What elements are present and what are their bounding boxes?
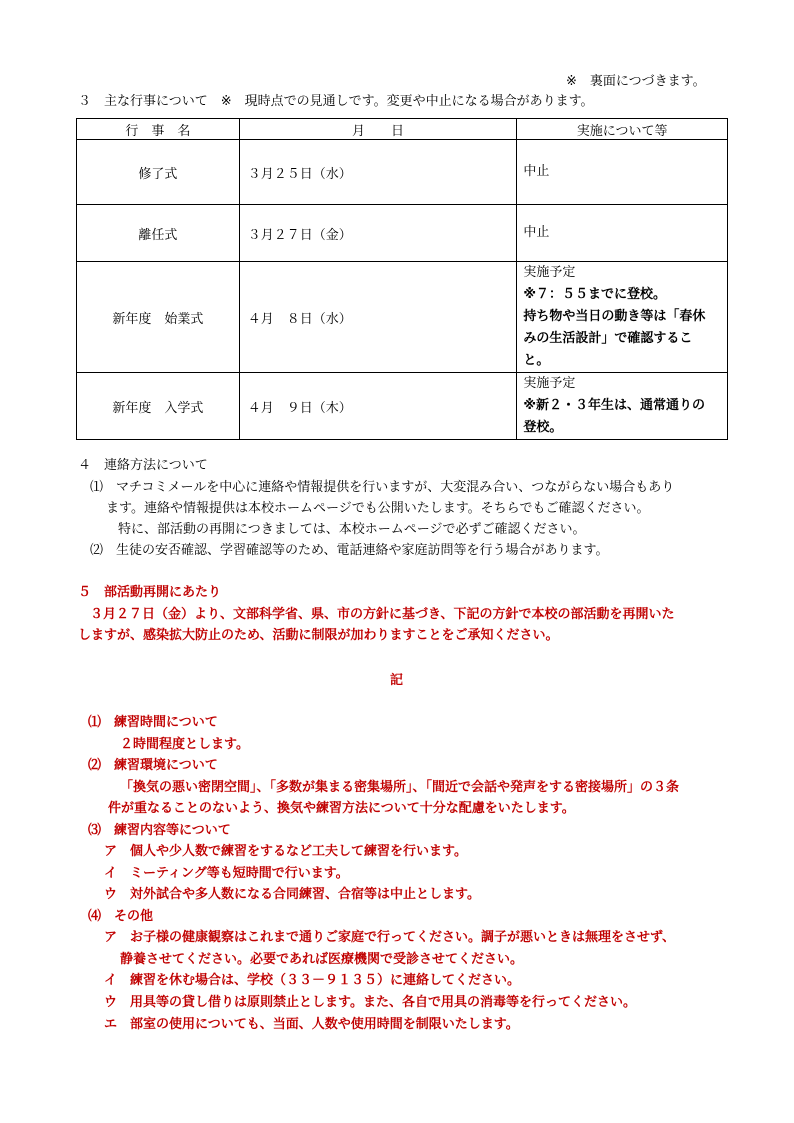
note-line: 実施予定 [523,376,576,391]
sub1-body: ２時間程度とします。 [120,737,249,752]
sub2-title: ⑵ 練習環境について [88,758,218,773]
event-note [517,262,728,373]
section5-heading: ５ 部活動再開にあたり [78,585,222,600]
table-row [77,205,728,262]
sub2-line1: 「換気の悪い密閉空間」、「多数が集まる密集場所」、「間近で会話や発声をする密接場所」の３条 [120,780,680,795]
sub4-item-a-line1: ア お子様の健康観察はこれまで通りご家庭で行ってください。調子が悪いときは無理をさせず、 [104,930,675,945]
sub3-title: ⑶ 練習内容等について [88,823,231,838]
sub3-item-u: ウ 対外試合や多人数になる合同練習、合宿等は中止とします。 [104,887,480,902]
sub4-item-u: ウ 用具等の貸し借りは原則禁止とします。また、各自で用具の消毒等を行ってください。 [104,995,636,1010]
event-date: ４月 ８日（水） [239,262,517,373]
table-header-row [77,119,728,140]
section5-intro-line2: しますが、感染拡大防止のため、活動に制限が加わりますことをご承知ください。 [78,628,559,643]
sub3-item-a: ア 個人や少人数で練習をするなど工夫して練習を行います。 [104,844,467,859]
table-row [77,373,728,440]
ki-marker: 記 [390,673,404,688]
table-row [77,140,728,205]
sub1-title: ⑴ 練習時間について [88,715,218,730]
event-note [517,140,728,205]
note-line: 中止 [523,225,550,240]
event-date: ４月 ９日（木） [239,373,517,440]
section4-item1-line3: 特に、部活動の再開につきましては、本校ホームページで必ずご確認ください。 [118,522,586,537]
event-name: 修了式 [77,140,240,205]
event-date: ３月２５日（水） [239,140,517,205]
event-name: 新年度 入学式 [77,373,240,440]
sub3-item-i: イ ミーティング等も短時間で行います。 [104,866,349,881]
section4-item1-line2: ます。連絡や情報提供は本校ホームページでも公開いたします。そちらでもご確認ください。 [106,501,650,516]
note-line: 実施予定 [523,265,576,280]
event-date: ３月２７日（金） [239,205,517,262]
note-line-bold: 登校。 [523,420,563,435]
sub4-item-a-line2: 静養させてください。必要であれば医療機関で受診させてください。 [120,952,524,967]
note-line-bold: 持ち物や当日の動き等は「春休 [523,309,706,324]
event-name: 離任式 [77,205,240,262]
note-line-bold: ※７：５５までに登校。 [523,287,666,302]
note-line-bold: ※新２・３年生は、通常通りの [523,398,705,413]
event-note [517,205,728,262]
section5-intro-line1: ３月２７日（金）より、文部科学省、県、市の方針に基づき、下記の方針で本校の部活動を再開いた [90,607,675,622]
sub2-line2: 件が重なることのないよう、換気や練習方法について十分な配慮をいたします。 [108,801,575,816]
sub4-item-e: エ 部室の使用についても、当面、人数や使用時間を制限いたします。 [104,1017,519,1032]
continued-note: ※ 裏面につづきます。 [566,74,706,89]
event-note [517,373,728,440]
section4-heading: ４ 連絡方法について [78,458,208,473]
note-line-bold: と。 [523,353,550,368]
note-line-bold: みの生活設計」で確認するこ [523,331,693,346]
note-line: 中止 [523,164,550,179]
section4-item1-line1: ⑴ マチコミメールを中心に連絡や情報提供を行いますが、大変混み合い、つながらない場合もあり [90,480,675,495]
sub4-title: ⑷ その他 [88,909,154,924]
section4-item2: ⑵ 生徒の安否確認、学習確認等のため、電話連絡や家庭訪問等を行う場合があります。 [90,543,609,558]
header-date: 月 日 [239,119,517,140]
sub4-item-i: イ 練習を休む場合は、学校（３３－９１３５）に連絡してください。 [104,973,521,988]
event-name: 新年度 始業式 [77,262,240,373]
table-row [77,262,728,373]
section3-heading: ３ 主な行事について ※ 現時点での見通しです。変更や中止になる場合があります。 [78,94,594,109]
events-table [76,118,728,440]
header-notes: 実施について等 [517,119,728,140]
header-event-name: 行 事 名 [77,119,240,140]
